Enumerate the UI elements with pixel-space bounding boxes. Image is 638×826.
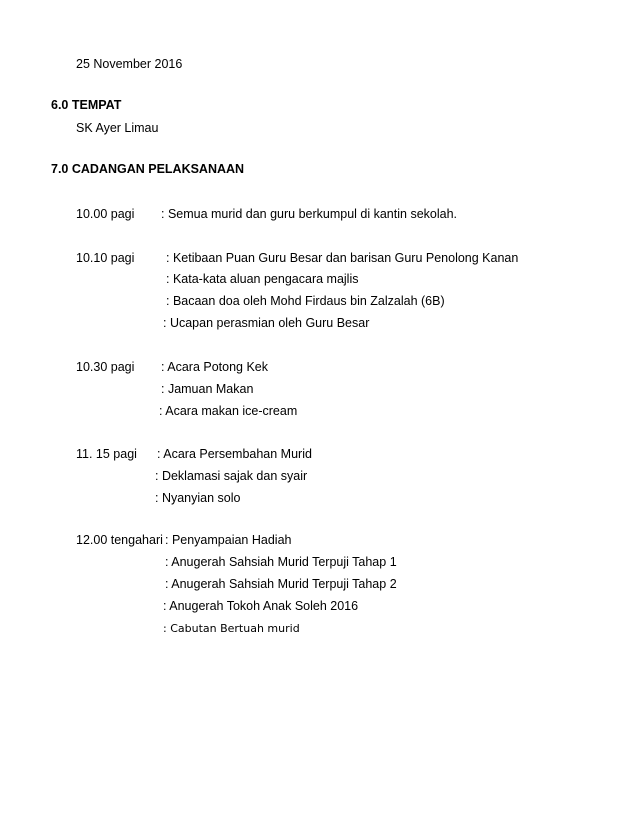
- schedule-item: : Kata-kata aluan pengacara majlis: [166, 272, 359, 286]
- schedule-item: : Ucapan perasmian oleh Guru Besar: [163, 316, 370, 330]
- schedule-item: : Anugerah Sahsiah Murid Terpuji Tahap 2: [165, 577, 397, 591]
- schedule-time: 10.30 pagi: [76, 360, 135, 374]
- schedule-item: : Deklamasi sajak dan syair: [155, 469, 308, 483]
- schedule-item: : Bacaan doa oleh Mohd Firdaus bin Zalzalah (6B): [166, 294, 445, 308]
- schedule-time: 11. 15 pagi: [76, 447, 137, 461]
- schedule-item: : Nyanyian solo: [155, 491, 241, 505]
- place-value: SK Ayer Limau: [76, 121, 159, 135]
- section-7-heading: 7.0 CADANGAN PELAKSANAAN: [51, 162, 245, 176]
- schedule-time: 10.00 pagi: [76, 207, 135, 221]
- schedule-item: : Ketibaan Puan Guru Besar dan barisan Guru Penolong Kanan: [166, 251, 519, 265]
- schedule-item: : Penyampaian Hadiah: [165, 533, 292, 547]
- schedule-item: : Jamuan Makan: [161, 382, 254, 396]
- schedule-item: : Anugerah Sahsiah Murid Terpuji Tahap 1: [165, 555, 397, 569]
- date: 25 November 2016: [76, 57, 183, 71]
- schedule-item: : Acara makan ice-cream: [159, 404, 298, 418]
- schedule-item: : Acara Persembahan Murid: [157, 447, 312, 461]
- schedule-item: : Anugerah Tokoh Anak Soleh 2016: [163, 599, 359, 613]
- section-6-heading: 6.0 TEMPAT: [51, 98, 122, 112]
- schedule-item: : Acara Potong Kek: [161, 360, 269, 374]
- schedule-item: : Cabutan Bertuah murid: [163, 622, 300, 635]
- schedule-item: : Semua murid dan guru berkumpul di kantin sekolah.: [161, 207, 457, 221]
- schedule-time: 12.00 tengahari: [76, 533, 163, 547]
- schedule-time: 10.10 pagi: [76, 251, 135, 265]
